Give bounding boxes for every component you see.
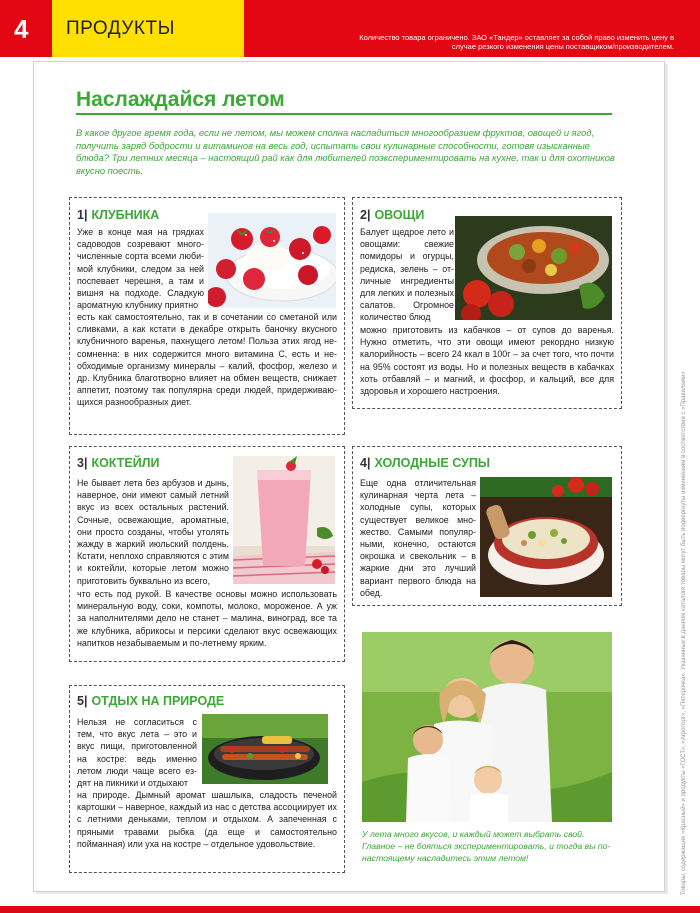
card-name: КОКТЕЙЛИ [91, 456, 160, 470]
page-number: 4 [14, 14, 29, 44]
card-text-outdoors-a: Нельзя не согласиться с тем, что вкус лета – это и вкус пищи, приготовленной на костре: ведь именно летом люди чаще всего ездят на пикники и отдыхают [77, 717, 197, 789]
footer-bar [0, 906, 700, 913]
card-number: 5| [77, 694, 88, 708]
article-intro: В какое другое время года, если не летом, мы можем сполна насладиться многообразием фруктов, овощей и ягод, получить заряд бодрости и витаминов на весь год, испытать свои кулинарные способности, готовя изысканные блюда? Три летних месяца – настоящий рай как для любителей поэкспериментировать на кухне, так и для охотников вкусно поесть. [76, 127, 615, 176]
card-name: ОТДЫХ НА ПРИРОДЕ [91, 694, 225, 708]
card-number: 4| [360, 456, 371, 470]
card-title-cold-soups [360, 456, 490, 470]
card-title-cocktails [77, 456, 159, 470]
card-number: 2| [360, 208, 371, 222]
card-name: ХОЛОДНЫЕ СУПЫ [374, 456, 491, 470]
card-text-strawberries-b: есть как самостоятельно, так и в сочетании со сметаной или сливками, а как кстати в декабре открыть баночку вкусного клубничного варенья, пахнущего летом! Польза этих ягод несомненна: в них содержится много витамина С, есть и необходимые организму минералы – калий, фосфор, железо и др. Клубника благотворно влияет на обмен веществ, снижает аппетит, поэтому так популярна среди людей, придерживающихся разнообразных диет. [77, 312, 337, 408]
card-name: ОВОЩИ [374, 208, 425, 222]
card-number: 3| [77, 456, 88, 470]
vegetables-photo [455, 216, 612, 320]
card-text-cocktails-b: что есть под рукой. В качестве основы можно использовать минеральную воду, соки, компоты, молоко, мороженое. А уж за наполнителями дело не станет – малина, виноград, все та же клубника, абрикосы и персики сделают вкус освежающих напитков незабываемым и по-летнему ярким. [77, 589, 337, 648]
cocktail-photo [233, 456, 335, 584]
section-label-box [52, 0, 244, 57]
card-title-outdoors [77, 694, 224, 708]
card-title-strawberries [77, 208, 159, 222]
card-text-cocktails-a: Не бывает лета без арбузов и дынь, наверное, они имеют самый летний вкус из всех остальных растений. Сочные, освежающие, ароматные, они просто созданы, чтобы утолять жажду в жаркий июльский полдень. Кстати, неплохо справляются с этим и коктейли, которые летом можно приготовить буквально из всего, [77, 478, 229, 586]
article-title: Наслаждайся летом [76, 88, 285, 111]
card-text-cold-soups-a: Еще одна отличительная кулинарная черта лета – холодные супы, которых существует великое множество. Самыми популярными, конечно, остаются окрошка и свекольник – в жаркие дни это лучший вариант первого блюда на обед. [360, 478, 476, 598]
strawberries-photo [208, 213, 336, 308]
family-photo-caption: У лета много вкусов, и каждый может выбрать свой. Главное – не бояться экспериментировать, и тогда вы по-настоящему насладитесь этим летом! [362, 829, 611, 863]
cold-soup-photo [480, 477, 612, 597]
barbecue-photo [202, 714, 328, 784]
card-text-strawberries-a: Уже в конце мая на грядках садоводов созревают многочисленные сорта всеми любимой клубники, следом за ней поспевает черешня, а там и вишня на подходе. Сладкую ароматную клубнику приятно [77, 227, 204, 311]
header-disclaimer: Количество товара ограничено. ЗАО «Тандер» оставляет за собой право изменить цену в случае резкого изменения цены поставщиком/производителем. [359, 33, 674, 51]
page-number-box [0, 0, 52, 57]
card-text-vegetables-b: можно приготовить из кабачков – от супов до варенья. Нужно отметить, что эти овощи имеют рекордно низкую калорийность – всего 24 ккал в 100г – за счет того, что почти на 95% состоят из воды. Но и полезных веществ в кабачках хоть отбавляй – и магний, и фосфор, и кальций, все для здоровья и хорошего настроения. [360, 325, 614, 397]
card-text-outdoors-b: на природе. Дымный аромат шашлыка, сладость печеной картошки – наверное, каждый из нас с детства ассоциирует их с летними деньками, теплом и отдыхом. А запеченная с пряными травами рыбка (да еще и самостоятельно пойманная) или уха на костре – отдельное удовольствие. [77, 790, 337, 849]
family-photo [362, 632, 612, 822]
title-underline [76, 113, 612, 115]
card-number: 1| [77, 208, 88, 222]
card-text-vegetables-a: Балует щедрое лето и овощами: свежие помидоры и огурцы, редиска, зелень – отличные ингредиенты для легких и полезных салатов. Огромное количество блюд [360, 227, 454, 323]
card-title-vegetables [360, 208, 424, 222]
legal-side-note: Товары, содержащие «Красный» и продукты «ГОСТ», «Агроторг», «Пятерочка». Указанные в данном каталоге товары могут быть подвергнуты изменениям в соответствии с «Правилами» [681, 371, 687, 895]
section-title: ПРОДУКТЫ [66, 18, 175, 39]
card-name: КЛУБНИКА [91, 208, 160, 222]
